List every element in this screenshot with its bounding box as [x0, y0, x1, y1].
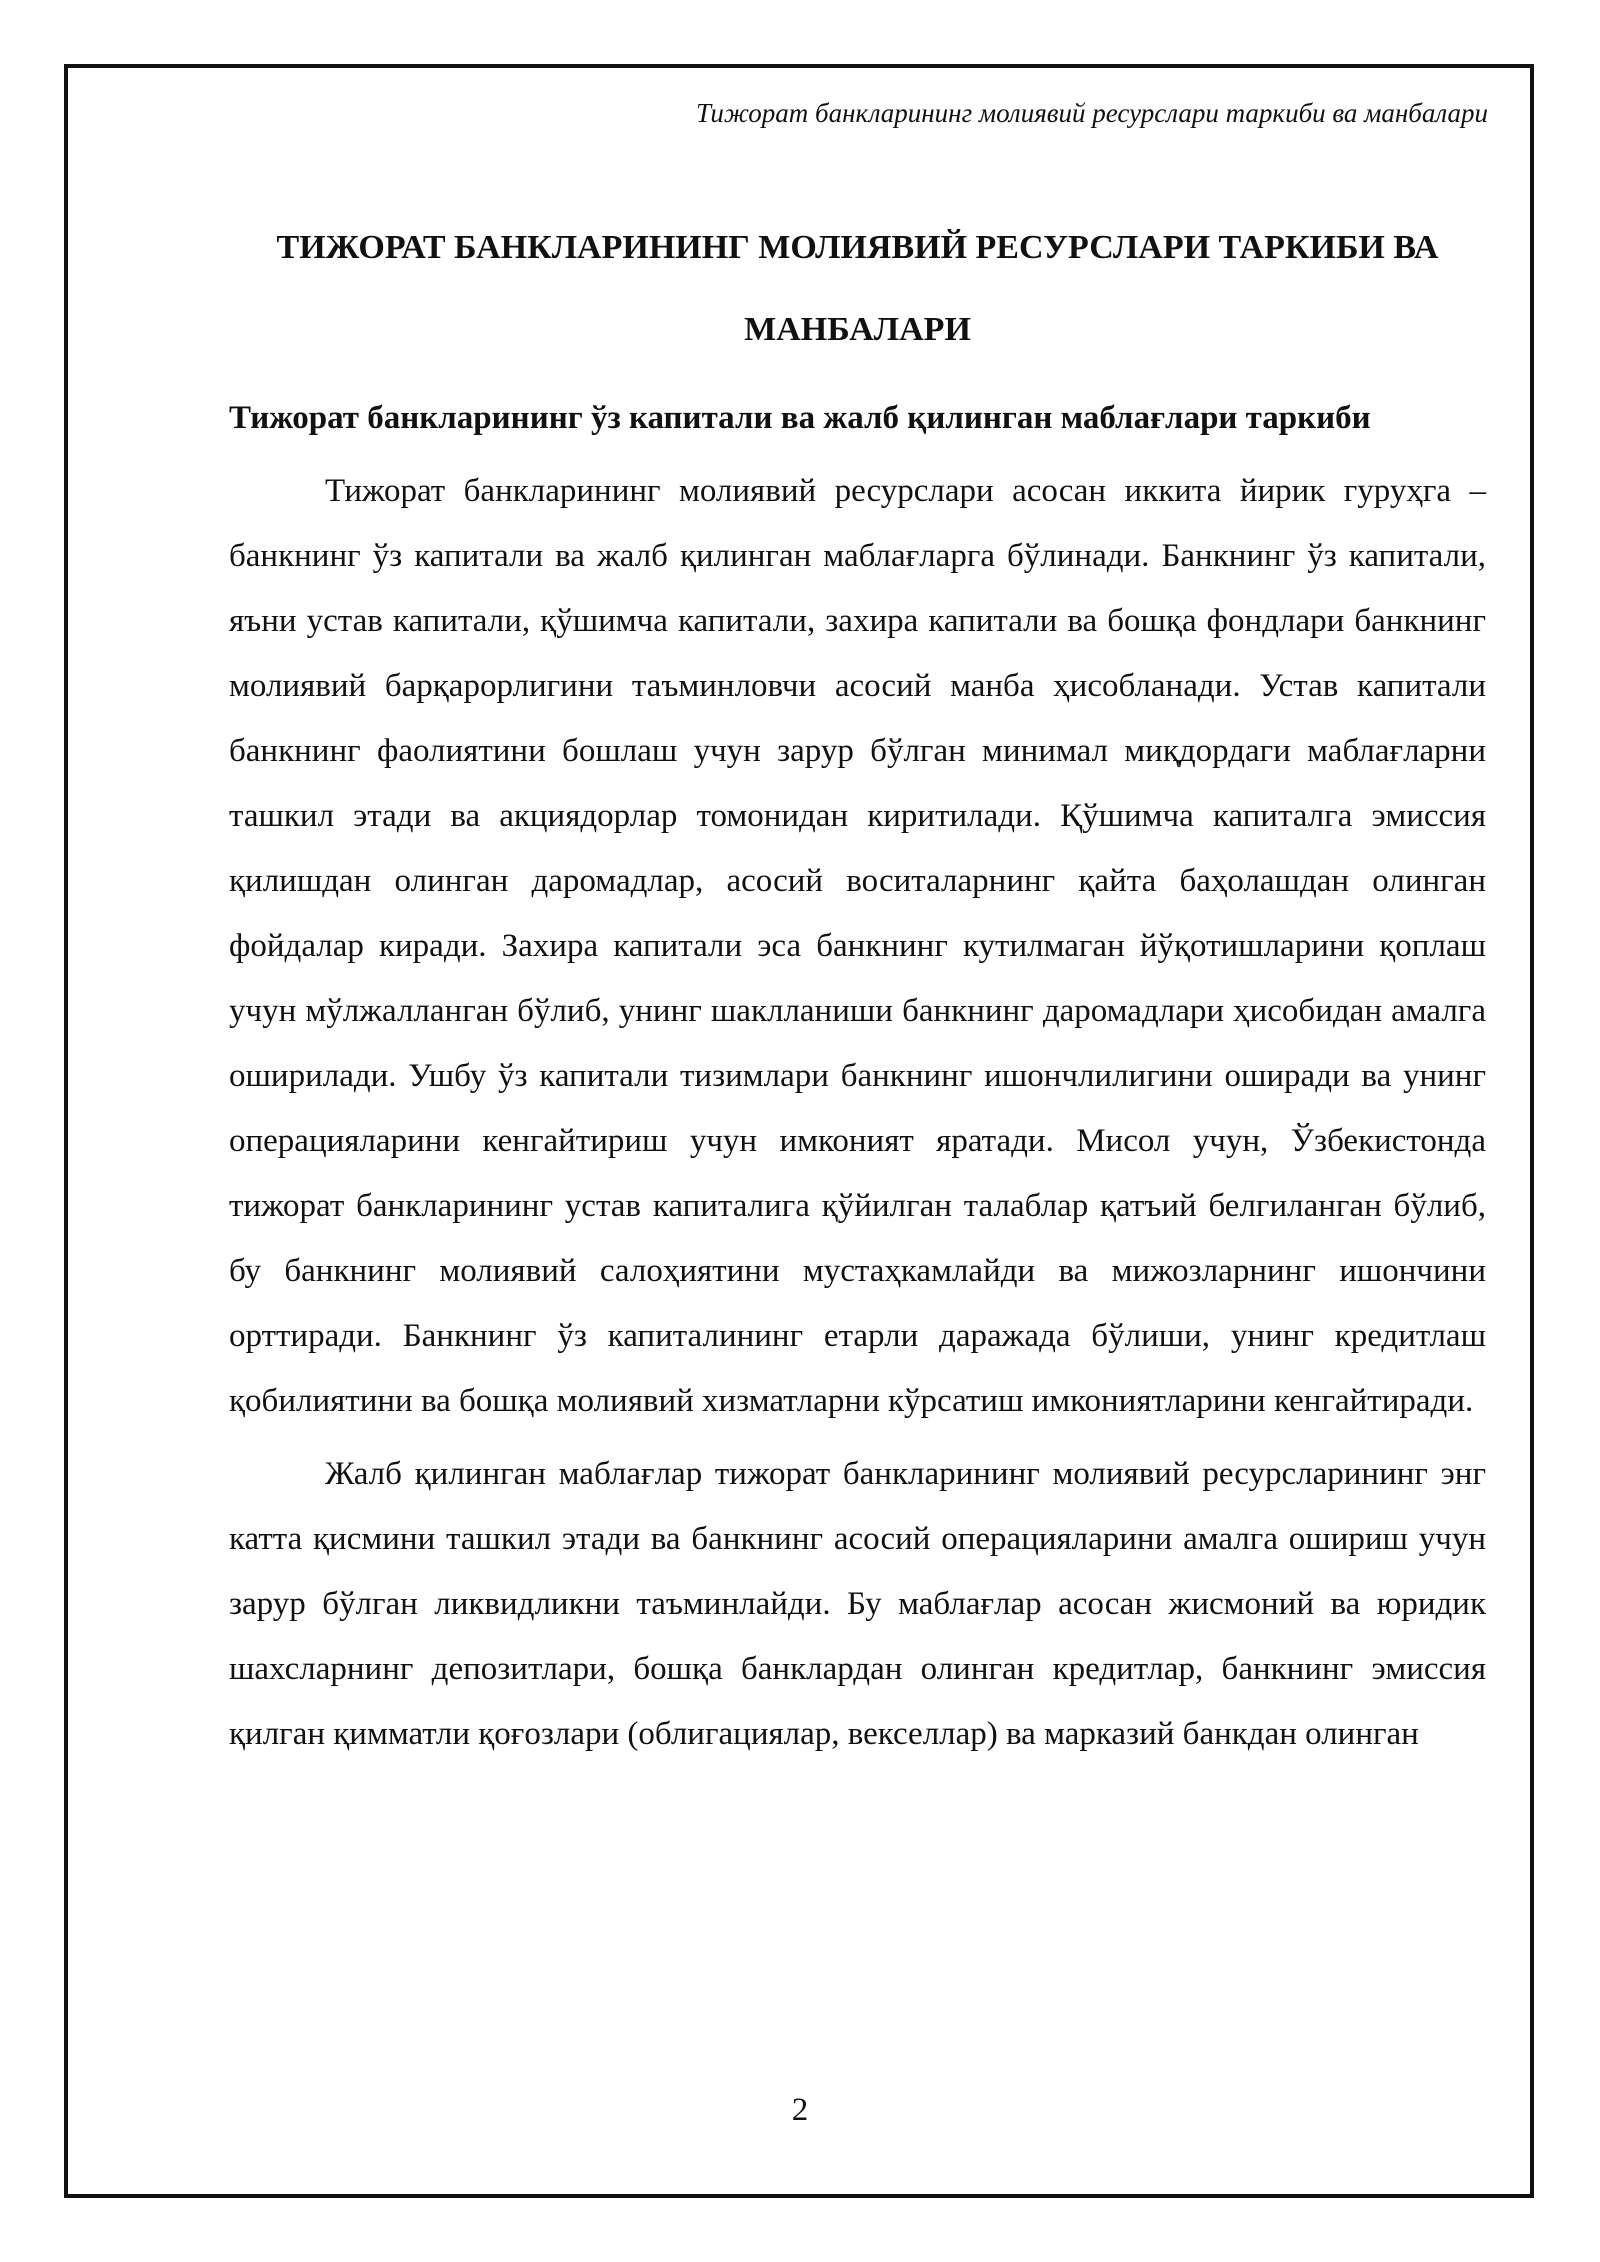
page-number: 2: [791, 2092, 809, 2128]
document-body: [229, 207, 1486, 1767]
document-title: ТИЖОРАТ БАНКЛАРИНИНГ МОЛИЯВИЙ РЕСУРСЛАРИ ТАРКИБИ ВА МАНБАЛАРИ: [276, 229, 1439, 348]
paragraph-1: Тижорат банкларининг молиявий ресурслари асосан иккита йирик гуруҳга – банкнинг ўз капитали ва жалб қилинган маблағларга бўлинади. Банкнинг ўз капитали, яъни устав капитали, қўшимча капитали, захира капитали ва бошқа фондлари банкнинг молиявий барқарорлигини таъминловчи асосий манба ҳисобланади. Устав капитали банкнинг фаолиятини бошлаш учун зарур бўлган минимал миқдордаги маблағларни ташкил этади ва акциядорлар томонидан киритилади. Қўшимча капиталга эмиссия қилишдан олинган даромадлар, асосий воситаларнинг қайта баҳолашдан олинган фойдалар киради. Захира капитали эса банкнинг кутилмаган йўқотишларини қоплаш учун мўлжалланган бўлиб, унинг шаклланиши банкнинг даромадлари ҳисобидан амалга оширилади. Ушбу ўз капитали тизимлари банкнинг ишончлилигини оширади ва унинг операцияларини кенгайтириш учун имконият яратади. Мисол учун, Ўзбекистонда тижорат банкларининг устав капиталига қўйилган талаблар қатъий белгиланган бўлиб, бу банкнинг молиявий салоҳиятини мустаҳкамлайди ва мижозларнинг ишончини орттиради. Банкнинг ўз капиталининг етарли даражада бўлиши, унинг кредитлаш қобилиятини ва бошқа молиявий хизматларни кўрсатиш имкониятларини кенгайтиради.: [229, 473, 1486, 1419]
section-heading: Тижорат банкларининг ўз капитали ва жалб қилинган маблағлари таркиби: [229, 400, 1371, 436]
paragraph-2: Жалб қилинган маблағлар тижорат банкларининг молиявий ресурсларининг энг катта қисмини ташкил этади ва банкнинг асосий операцияларини амалга ошириш учун зарур бўлган ликвидликни таъминлайди. Бу маблағлар асосан жисмоний ва юридик шахсларнинг депозитлари, бошқа банклардан олинган кредитлар, банкнинг эмиссия қилган қимматли қоғозлари (облигациялар, векселлар) ва марказий банкдан олинган: [229, 1456, 1486, 1752]
running-header: Тижорат банкларининг молиявий ресурслари таркиби ва манбалари: [695, 98, 1488, 128]
